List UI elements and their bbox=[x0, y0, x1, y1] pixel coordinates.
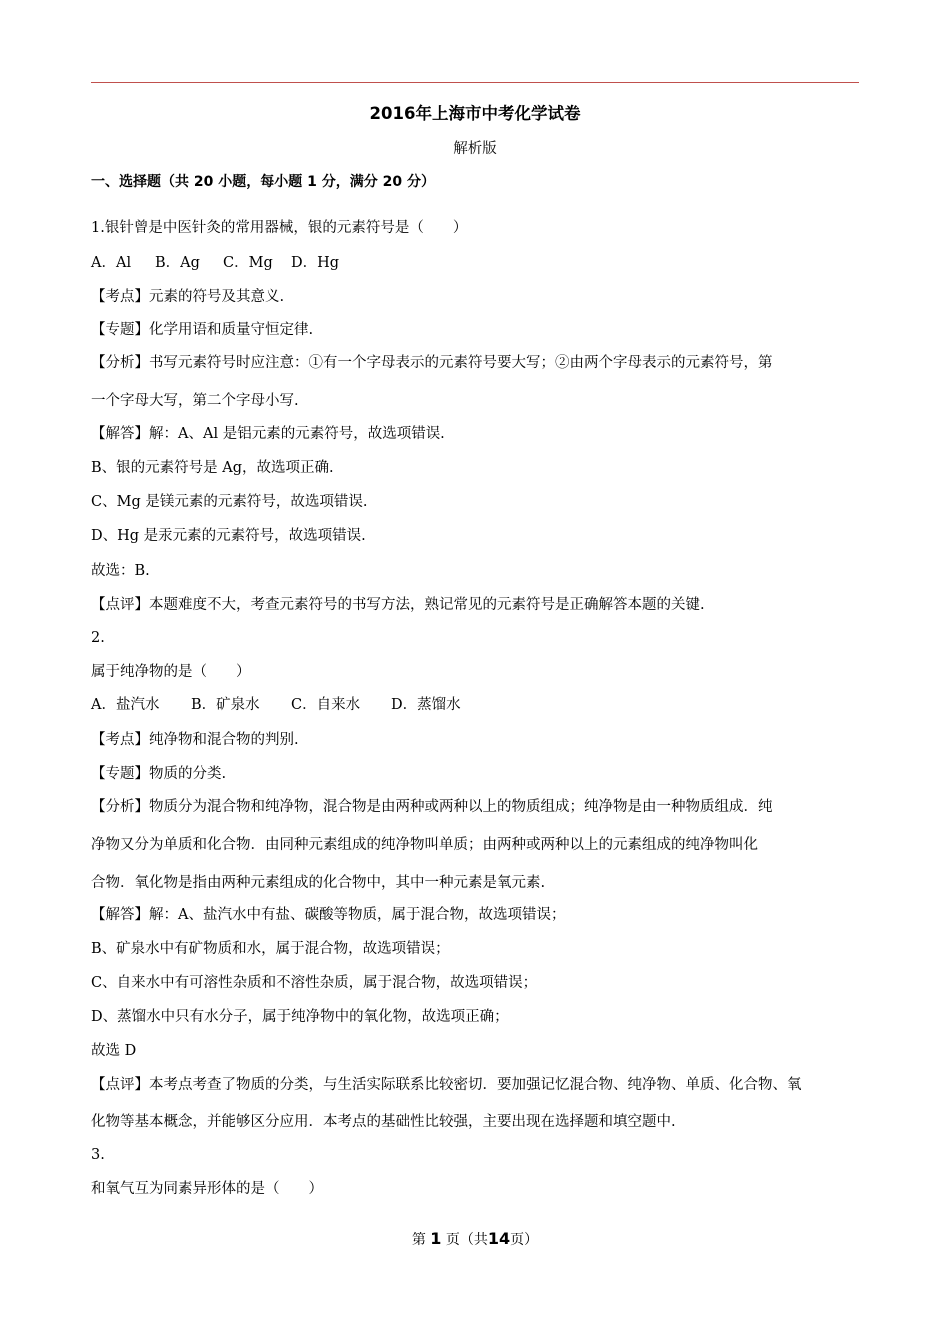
q3-stem: 和氧气互为同素异形体的是（ ） bbox=[91, 1181, 323, 1197]
q1-zhuanti: 【专题】化学用语和质量守恒定律. bbox=[91, 322, 314, 338]
q1-option-a: A．Al bbox=[91, 255, 132, 271]
q2-option-d: D．蒸馏水 bbox=[391, 697, 461, 713]
q2-option-a: A．盐汽水 bbox=[91, 697, 160, 713]
q1-option-b: B．Ag bbox=[155, 255, 200, 271]
q2-solution-line-3: C、自来水中有可溶性杂质和不溶性杂质，属于混合物，故选项错误； bbox=[91, 975, 538, 991]
footer-middle: 页（共 bbox=[445, 1232, 488, 1248]
q2-option-c: C．自来水 bbox=[291, 697, 361, 713]
q1-comment: 【点评】本题难度不大，考查元素符号的书写方法，熟记常见的元素符号是正确解答本题的关键. bbox=[91, 597, 705, 613]
q1-solution-line-3: C、Mg 是镁元素的元素符号，故选项错误. bbox=[91, 494, 368, 510]
q2-stem: 属于纯净物的是（ ） bbox=[91, 664, 251, 680]
q2-answer: 故选 D bbox=[91, 1043, 137, 1059]
section-heading: 一、选择题（共 20 小题，每小题 1 分，满分 20 分） bbox=[91, 174, 435, 190]
q2-analysis-line-2: 净物又分为单质和化合物．由同种元素组成的纯净物叫单质；由两种或两种以上的元素组成的纯净物叫化 bbox=[91, 837, 758, 853]
q1-options bbox=[91, 252, 866, 274]
q1-analysis-line-1: 【分析】书写元素符号时应注意：①有一个字母表示的元素符号要大写；②由两个字母表示的元素符号，第 bbox=[91, 355, 773, 371]
q2-analysis-line-3: 合物．氧化物是指由两种元素组成的化合物中，其中一种元素是氧元素. bbox=[91, 875, 546, 891]
page-footer bbox=[0, 1228, 950, 1251]
q2-solution-line-2: B、矿泉水中有矿物质和水，属于混合物，故选项错误； bbox=[91, 941, 450, 957]
q2-kaodian: 【考点】纯净物和混合物的判别. bbox=[91, 732, 299, 748]
q2-comment-line-2: 化物等基本概念，并能够区分应用．本考点的基础性比较强，主要出现在选择题和填空题中. bbox=[91, 1114, 676, 1130]
q2-options bbox=[91, 694, 866, 716]
q1-answer: 故选：B. bbox=[91, 563, 150, 579]
q1-stem: 1.银针曾是中医针灸的常用器械，银的元素符号是（ ） bbox=[91, 220, 468, 236]
q2-number: 2. bbox=[91, 630, 105, 646]
q1-solution-line-2: B、银的元素符号是 Ag，故选项正确. bbox=[91, 460, 334, 476]
q2-option-b: B．矿泉水 bbox=[191, 697, 260, 713]
q3-number: 3. bbox=[91, 1147, 105, 1163]
footer-suffix: 页） bbox=[510, 1232, 539, 1248]
q1-solution-line-4: D、Hg 是汞元素的元素符号，故选项错误. bbox=[91, 528, 366, 544]
q2-analysis-line-1: 【分析】物质分为混合物和纯净物，混合物是由两种或两种以上的物质组成；纯净物是由一种物质组成．纯 bbox=[91, 799, 773, 815]
q1-option-c: C．Mg bbox=[223, 255, 273, 271]
header-rule bbox=[91, 82, 859, 83]
q1-solution-line-1: 【解答】解：A、Al 是铝元素的元素符号，故选项错误. bbox=[91, 426, 445, 442]
q2-comment-line-1: 【点评】本考点考查了物质的分类，与生活实际联系比较密切．要加强记忆混合物、纯净物、单质、化合物、氧 bbox=[91, 1077, 802, 1093]
q2-solution-line-4: D、蒸馏水中只有水分子，属于纯净物中的氧化物，故选项正确； bbox=[91, 1009, 509, 1025]
q1-kaodian: 【考点】元素的符号及其意义. bbox=[91, 289, 285, 305]
q1-analysis-line-2: 一个字母大写，第二个字母小写. bbox=[91, 393, 299, 409]
footer-total-pages: 14 bbox=[487, 1229, 511, 1248]
document-subtitle: 解析版 bbox=[453, 141, 497, 157]
footer-page-number: 1 bbox=[430, 1229, 442, 1248]
document-title: 2016年上海市中考化学试卷 bbox=[369, 104, 581, 123]
q2-solution-line-1: 【解答】解：A、盐汽水中有盐、碳酸等物质，属于混合物，故选项错误； bbox=[91, 907, 566, 923]
q1-option-d: D．Hg bbox=[291, 255, 340, 271]
q2-zhuanti: 【专题】物质的分类. bbox=[91, 766, 227, 782]
footer-prefix: 第 bbox=[411, 1232, 426, 1248]
